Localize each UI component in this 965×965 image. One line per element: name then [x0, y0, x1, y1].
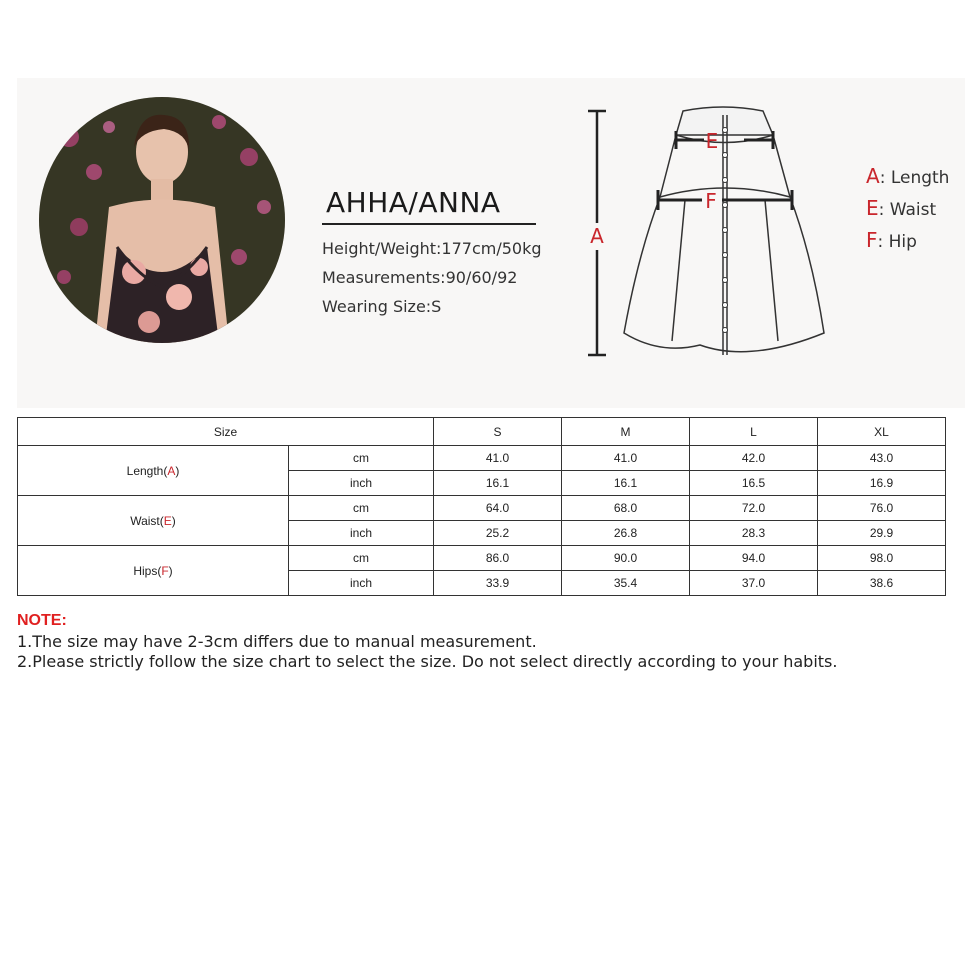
value-cell: 29.9 [818, 521, 946, 546]
hip-mark: F [705, 189, 717, 213]
value-cell: 41.0 [434, 446, 562, 471]
size-header: Size [18, 418, 434, 446]
unit-cell: inch [289, 571, 434, 596]
value-cell: 43.0 [818, 446, 946, 471]
waist-label: Waist(E) [18, 496, 289, 546]
unit-cell: cm [289, 546, 434, 571]
model-name: AHHA/ANNA [326, 186, 501, 219]
legend-waist-key: E [866, 196, 879, 220]
value-cell: 42.0 [690, 446, 818, 471]
model-photo [39, 97, 285, 343]
waist-mark: E [705, 129, 719, 153]
model-wearing-size: Wearing Size:S [322, 297, 442, 316]
legend-hip-label: : Hip [877, 232, 917, 252]
size-m-header: M [562, 418, 690, 446]
value-cell: 28.3 [690, 521, 818, 546]
unit-cell: inch [289, 471, 434, 496]
value-cell: 16.1 [562, 471, 690, 496]
model-measurements: Measurements:90/60/92 [322, 268, 518, 287]
value-cell: 76.0 [818, 496, 946, 521]
value-cell: 72.0 [690, 496, 818, 521]
skirt-diagram [580, 105, 840, 365]
size-l-header: L [690, 418, 818, 446]
value-cell: 37.0 [690, 571, 818, 596]
model-height-weight: Height/Weight:177cm/50kg [322, 239, 542, 258]
table-row [18, 446, 946, 471]
hips-label: Hips(F) [18, 546, 289, 596]
value-cell: 26.8 [562, 521, 690, 546]
value-cell: 90.0 [562, 546, 690, 571]
value-cell: 64.0 [434, 496, 562, 521]
name-underline [322, 223, 536, 225]
size-s-header: S [434, 418, 562, 446]
value-cell: 16.5 [690, 471, 818, 496]
unit-cell: inch [289, 521, 434, 546]
unit-cell: cm [289, 496, 434, 521]
value-cell: 16.1 [434, 471, 562, 496]
length-label: Length(A) [18, 446, 289, 496]
value-cell: 38.6 [818, 571, 946, 596]
value-cell: 98.0 [818, 546, 946, 571]
legend-waist [866, 196, 936, 220]
size-table [17, 417, 946, 596]
note-line-2: 2.Please strictly follow the size chart to select the size. Do not select directly according to your habits. [17, 652, 838, 671]
legend-length-key: A [866, 164, 880, 188]
value-cell: 68.0 [562, 496, 690, 521]
value-cell: 33.9 [434, 571, 562, 596]
unit-cell: cm [289, 446, 434, 471]
value-cell: 35.4 [562, 571, 690, 596]
table-row [18, 546, 946, 571]
legend-hip-key: F [866, 228, 878, 252]
legend-length [866, 164, 949, 188]
table-header-row [18, 418, 946, 446]
value-cell: 41.0 [562, 446, 690, 471]
note-line-1: 1.The size may have 2-3cm differs due to manual measurement. [17, 632, 537, 651]
value-cell: 16.9 [818, 471, 946, 496]
value-cell: 86.0 [434, 546, 562, 571]
size-xl-header: XL [818, 418, 946, 446]
legend-waist-label: : Waist [878, 200, 937, 220]
value-cell: 94.0 [690, 546, 818, 571]
legend-hip [866, 228, 917, 252]
legend-length-label: : Length [879, 168, 950, 188]
note-title: NOTE: [17, 612, 67, 629]
table-row [18, 496, 946, 521]
value-cell: 25.2 [434, 521, 562, 546]
length-mark: A [590, 224, 604, 248]
